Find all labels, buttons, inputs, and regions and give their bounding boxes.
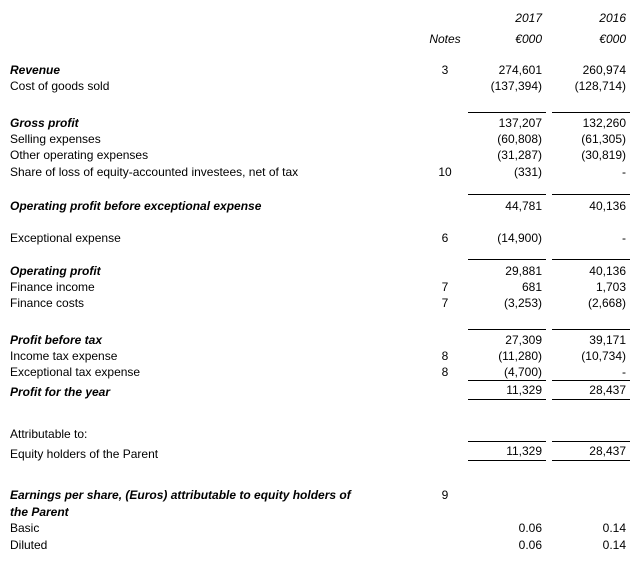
row-2017-exceptional: (14,900) [497, 231, 542, 245]
row-2016-share-of-loss: - [622, 165, 626, 179]
row-label-pbt: Profit before tax [10, 333, 103, 347]
row-2016-fin-costs: (2,668) [587, 296, 626, 310]
rule-op-before-exc-2017 [468, 194, 546, 195]
row-2016-selling: (61,305) [581, 132, 626, 146]
rule-pfy-bottom-2016 [552, 399, 630, 400]
row-label-op-profit: Operating profit [10, 264, 101, 278]
rule-equity-2017 [468, 441, 546, 442]
row-note-exceptional: 6 [441, 231, 449, 245]
row-label-income-tax: Income tax expense [10, 349, 118, 363]
row-2016-op-profit: 40,136 [589, 264, 626, 278]
row-2017-equity-holders: 11,329 [506, 444, 542, 458]
row-label-share-of-loss: Share of loss of equity-accounted investees, net of tax [10, 165, 299, 179]
header-year-2016: 2016 [599, 11, 626, 25]
row-2017-cogs: (137,394) [490, 79, 542, 93]
row-2017-pbt: 27,309 [505, 333, 542, 347]
header-year-2017: 2017 [515, 11, 542, 25]
row-note-eps: 9 [441, 488, 449, 502]
rule-pbt-2017 [468, 329, 546, 330]
row-label-eps-line1: Earnings per share, (Euros) attributable to equity holders of [10, 488, 351, 502]
row-2016-cogs: (128,714) [574, 79, 626, 93]
row-note-revenue: 3 [441, 63, 449, 77]
row-label-fin-costs: Finance costs [10, 296, 85, 310]
row-2016-pfy: 28,437 [589, 383, 626, 397]
row-label-exc-tax: Exceptional tax expense [10, 365, 141, 379]
row-label-basic: Basic [10, 521, 40, 535]
rule-pfy-bottom-2017 [468, 399, 546, 400]
row-note-income-tax: 8 [441, 349, 449, 363]
row-2017-other-opex: (31,287) [497, 148, 542, 162]
row-label-gross-profit: Gross profit [10, 116, 79, 130]
row-label-eps-line2: the Parent [10, 505, 69, 519]
row-2016-gross-profit: 132,260 [582, 116, 626, 130]
rule-op-profit-2016 [552, 259, 630, 260]
rule-op-profit-2017 [468, 259, 546, 260]
row-2016-income-tax: (10,734) [581, 349, 626, 363]
row-2017-exc-tax: (4,700) [503, 365, 542, 379]
row-2017-selling: (60,808) [497, 132, 542, 146]
row-2017-fin-income: 681 [521, 280, 542, 294]
row-2016-exceptional: - [622, 231, 626, 245]
row-note-exc-tax: 8 [441, 365, 449, 379]
row-label-other-opex: Other operating expenses [10, 148, 149, 162]
rule-op-before-exc-2016 [552, 194, 630, 195]
row-2016-fin-income: 1,703 [595, 280, 626, 294]
row-note-share-of-loss: 10 [438, 165, 452, 179]
row-label-selling: Selling expenses [10, 132, 101, 146]
rule-gross-profit-2016 [552, 112, 630, 113]
row-label-cogs: Cost of goods sold [10, 79, 110, 93]
row-label-fin-income: Finance income [10, 280, 95, 294]
row-label-pfy: Profit for the year [10, 385, 111, 399]
rule-equity-bottom-2017 [468, 460, 546, 461]
row-label-equity-holders: Equity holders of the Parent [10, 447, 159, 461]
header-unit-2016: €000 [599, 32, 626, 46]
row-2017-basic: 0.06 [518, 521, 542, 535]
row-label-op-before-exc: Operating profit before exceptional expense [10, 199, 262, 213]
row-2017-gross-profit: 137,207 [498, 116, 542, 130]
row-2016-equity-holders: 28,437 [589, 444, 626, 458]
row-2016-basic: 0.14 [602, 521, 626, 535]
row-2017-share-of-loss: (331) [513, 165, 542, 179]
row-2016-diluted: 0.14 [602, 538, 626, 552]
rule-pbt-2016 [552, 329, 630, 330]
header-notes: Notes [429, 32, 461, 46]
row-note-fin-income: 7 [441, 280, 449, 294]
rule-equity-bottom-2016 [552, 460, 630, 461]
row-2016-revenue: 260,974 [582, 63, 626, 77]
row-2017-op-before-exc: 44,781 [505, 199, 542, 213]
row-2017-op-profit: 29,881 [505, 264, 542, 278]
row-2017-income-tax: (11,280) [498, 349, 542, 363]
row-2016-exc-tax: - [622, 365, 626, 379]
row-2016-other-opex: (30,819) [581, 148, 626, 162]
row-label-revenue: Revenue [10, 63, 61, 77]
row-2016-pbt: 39,171 [589, 333, 626, 347]
row-2017-revenue: 274,601 [498, 63, 542, 77]
row-label-attributable: Attributable to: [10, 427, 88, 441]
header-unit-2017: €000 [515, 32, 542, 46]
row-note-fin-costs: 7 [441, 296, 449, 310]
row-label-diluted: Diluted [10, 538, 48, 552]
row-2016-op-before-exc: 40,136 [589, 199, 626, 213]
row-2017-diluted: 0.06 [518, 538, 542, 552]
row-label-exceptional: Exceptional expense [10, 231, 121, 245]
rule-equity-2016 [552, 441, 630, 442]
row-2017-fin-costs: (3,253) [503, 296, 542, 310]
rule-gross-profit-2017 [468, 112, 546, 113]
rule-pfy-2016 [552, 380, 630, 381]
rule-pfy-2017 [468, 380, 546, 381]
row-2017-pfy: 11,329 [506, 383, 542, 397]
